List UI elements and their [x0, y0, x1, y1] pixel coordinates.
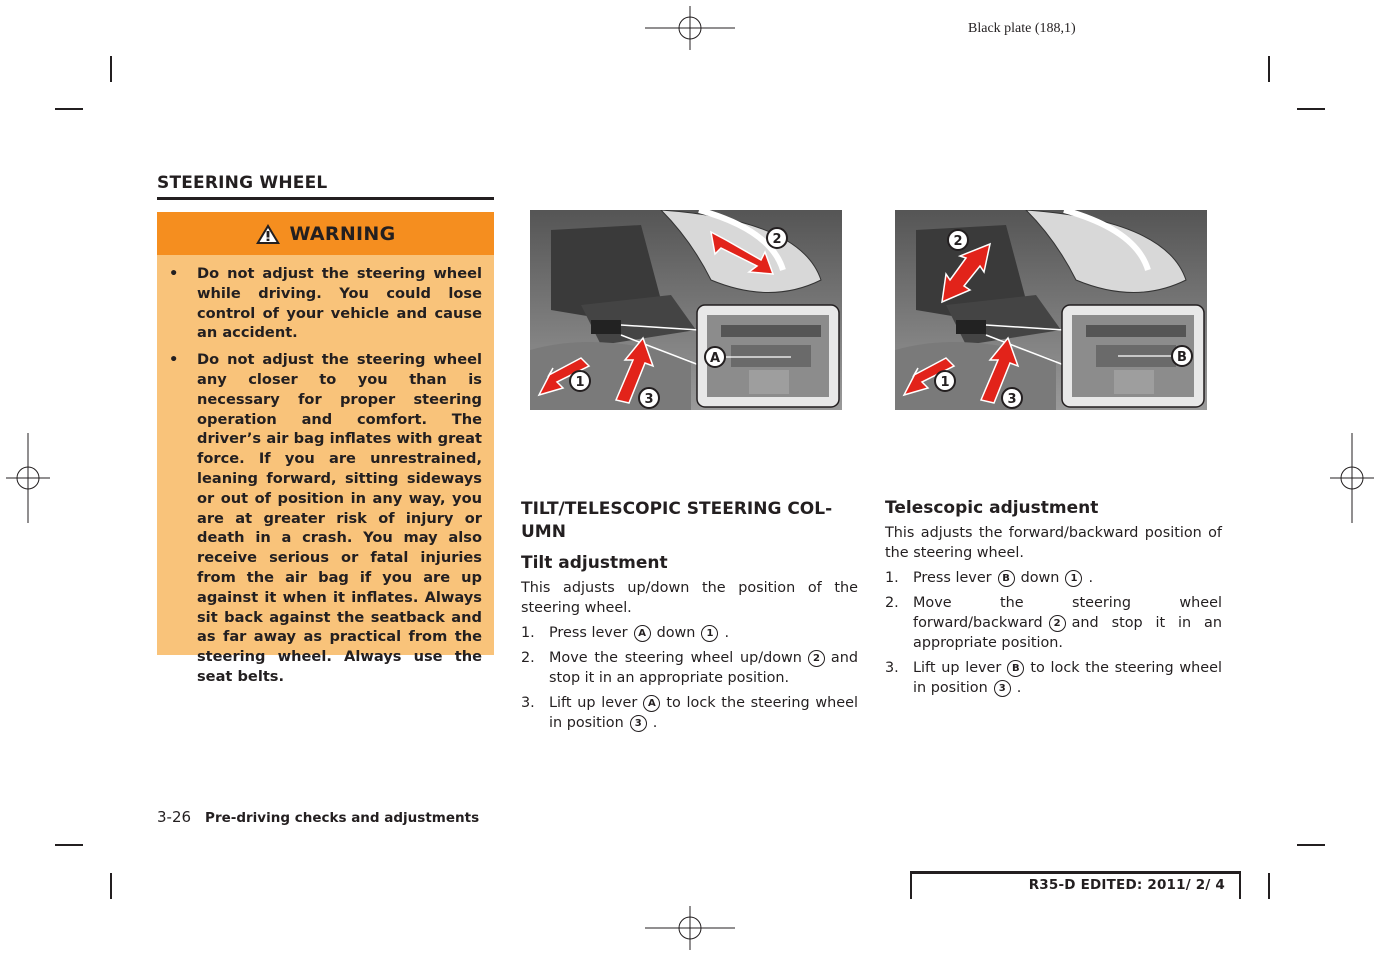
- tilt-subheading: Tilt adjustment: [521, 553, 668, 573]
- telescopic-steps: [885, 568, 1222, 698]
- tilt-telescopic-heading: TILT/TELESCOPIC STEERING COLUMN: [521, 499, 833, 542]
- tilt-intro: This adjusts up/down the position of the steering wheel.: [521, 580, 858, 616]
- edition-box: [910, 871, 1241, 899]
- callout-1-icon: [570, 371, 590, 391]
- tilt-steps: [521, 623, 858, 733]
- lever-callout-icon: [1172, 346, 1192, 366]
- svg-text:2: 2: [772, 232, 782, 247]
- step-item: 2. Move the steering wheel forward/backward 2 and stop it in an appropriate position.: [885, 595, 1222, 651]
- callout-icon: 1: [701, 625, 718, 642]
- callout-icon: 2: [808, 650, 825, 667]
- step-number: 2.: [885, 595, 899, 611]
- step-item: 3. Lift up lever A to lock the steering wheel in position 3 .: [521, 695, 859, 731]
- page-number: 3-26: [157, 808, 192, 826]
- registration-mark-icon: [1330, 433, 1374, 523]
- step-number: 3.: [885, 660, 899, 676]
- callout-icon: 1: [1065, 570, 1082, 587]
- tilt-figure: [521, 210, 851, 448]
- step-number: 1.: [885, 570, 899, 586]
- crop-mark: [1268, 873, 1270, 899]
- callout-3-icon: [1002, 388, 1022, 408]
- step-number: 1.: [521, 625, 535, 641]
- svg-text:B: B: [1177, 350, 1187, 365]
- crop-mark: [55, 108, 83, 110]
- registration-mark-icon: [6, 433, 50, 523]
- section-rule: [157, 197, 494, 200]
- svg-text:1: 1: [575, 375, 585, 390]
- callout-icon: 3: [994, 680, 1011, 697]
- warning-triangle-icon: [255, 223, 281, 245]
- telescopic-subheading: Telescopic adjustment: [885, 498, 1099, 518]
- step-item: 1. Press lever A down 1 .: [521, 625, 730, 641]
- crop-mark: [110, 873, 112, 899]
- callout-icon: 3: [630, 715, 647, 732]
- crop-mark: [110, 56, 112, 82]
- tilt-column: [521, 498, 858, 738]
- bullet-icon: •: [169, 351, 179, 369]
- callout-icon: B: [998, 570, 1015, 587]
- warning-item: [167, 350, 482, 687]
- callout-icon: A: [643, 695, 660, 712]
- bullet-icon: •: [169, 265, 179, 282]
- step-item: 2. Move the steering wheel up/down 2 and stop it in an appropriate position.: [521, 650, 858, 686]
- section-title: STEERING WHEEL: [157, 173, 328, 193]
- warning-label: WARNING: [289, 222, 396, 245]
- warning-item-text: Do not adjust the steering wheel while driving. You could lose control of your vehicle and cause an accident.: [197, 265, 482, 342]
- step-number: 2.: [521, 650, 535, 666]
- plate-label: Black plate (188,1): [968, 21, 1076, 36]
- crop-mark: [1297, 108, 1325, 110]
- warning-box: [157, 212, 494, 685]
- telescopic-intro: This adjusts the forward/backward position of the steering wheel.: [885, 525, 1222, 561]
- registration-mark-icon: [645, 6, 735, 50]
- callout-icon: A: [634, 625, 651, 642]
- warning-item-text: Do not adjust the steering wheel any closer to you than is necessary for proper steering operation and comfort. The driver’s air bag inflates with great force. If you are unrestrained, leaning forward, sitting sideways or out of position in any way, you are at greater risk of injury or death in a crash. You may also receive serious or fatal injuries from the air bag if you are up against it when it inflates. Always sit back against the seatback and as far away as practical from the steering wheel. Always use the seat belts.: [197, 351, 482, 685]
- step-item: 3. Lift up lever B to lock the steering wheel in position 3 .: [885, 660, 1223, 696]
- registration-mark-icon: [645, 906, 735, 950]
- svg-text:2: 2: [953, 234, 963, 249]
- svg-text:1: 1: [940, 375, 950, 390]
- callout-2-icon: [767, 228, 787, 248]
- svg-text:A: A: [709, 351, 721, 366]
- crop-mark: [1297, 844, 1325, 846]
- callout-3-icon: [639, 388, 659, 408]
- crop-mark: [55, 844, 83, 846]
- warning-item: [167, 264, 482, 343]
- footer-section-title: Pre-driving checks and adjustments: [205, 810, 480, 826]
- callout-1-icon: [935, 371, 955, 391]
- warning-header: [157, 212, 494, 255]
- crop-mark: [1268, 56, 1270, 82]
- callout-icon: B: [1007, 660, 1024, 677]
- step-number: 3.: [521, 695, 535, 711]
- callout-icon: 2: [1049, 615, 1066, 632]
- step-item: 1. Press lever B down 1 .: [885, 570, 1094, 586]
- svg-text:3: 3: [1007, 392, 1017, 407]
- warning-list: [167, 264, 482, 694]
- callout-2-icon: [948, 230, 968, 250]
- telescopic-column: [885, 498, 1222, 703]
- page-footer: [157, 808, 479, 826]
- svg-text:3: 3: [644, 392, 654, 407]
- telescopic-figure: [886, 210, 1216, 448]
- edition-label: R35-D EDITED: 2011/ 2/ 4: [1028, 877, 1225, 893]
- lever-callout-icon: [705, 347, 725, 367]
